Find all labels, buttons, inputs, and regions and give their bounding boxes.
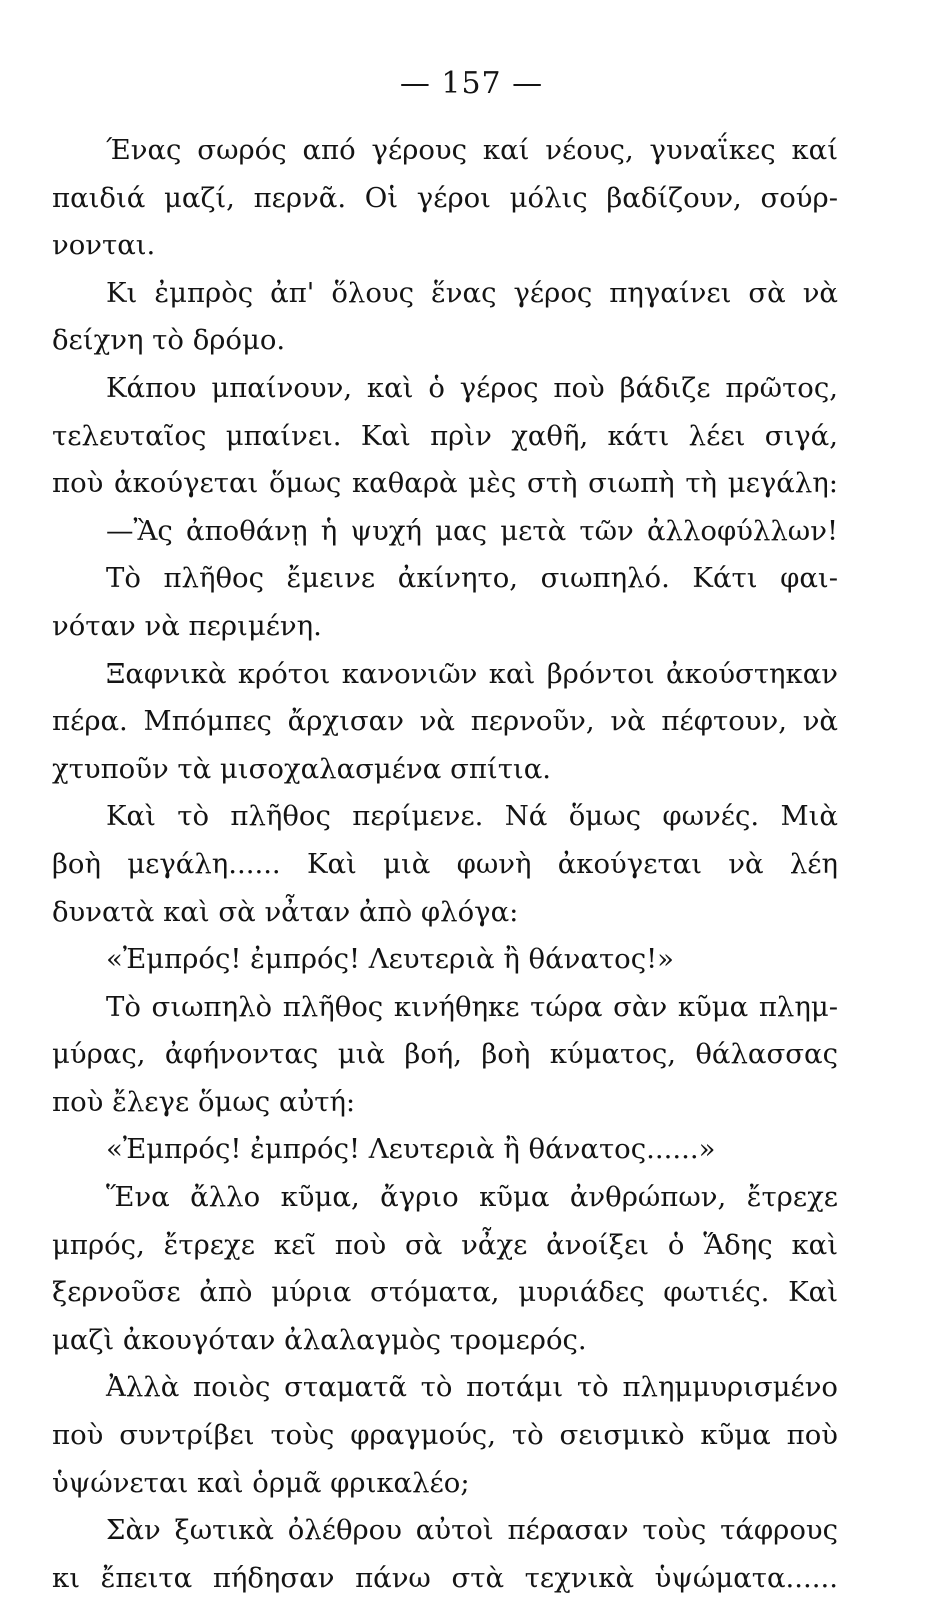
page-number: — 157 — (399, 66, 544, 101)
text-line: μαζὶ ἀκουγόταν ἀλαλαγμὸς τρομερός. (52, 1323, 587, 1356)
text-line: κι ἔπειτα πήδησαν πάνω στὰ τεχνικὰ ὑψώματα...... (52, 1561, 838, 1594)
text-line: μπρός, ἔτρεχε κεῖ ποὺ σὰ νἆχε ἀνοίξει ὁ Ἅδης καὶ (52, 1228, 838, 1261)
text-line: Ένας σωρός από γέρους καί νέους, γυναΐκες καί (106, 134, 838, 166)
text-line: μύρας, ἀφήνοντας μιὰ βοή, βοὴ κύματος, θάλασσας (52, 1038, 838, 1071)
text-line: ξερνοῦσε ἀπὸ μύρια στόματα, μυριάδες φωτιές. Καὶ (52, 1276, 838, 1309)
text-line: παιδιά μαζί, περνᾶ. Οἱ γέροι μόλις βαδίζουν, σούρ- (52, 181, 838, 214)
text-line: ποὺ ἔλεγε ὅμως αὐτή: (52, 1085, 356, 1118)
text-line: δείχνη τὸ δρόμο. (52, 324, 286, 357)
text-line: Τὸ σιωπηλὸ πλῆθος κινήθηκε τώρα σὰν κῦμα πλημ- (106, 990, 838, 1023)
text-line: χτυποῦν τὰ μισοχαλασμένα σπίτια. (52, 752, 552, 785)
text-line: ὑψώνεται καὶ ὁρμᾶ φρικαλέο; (52, 1466, 470, 1499)
text-line: Κάπου μπαίνουν, καὶ ὁ γέρος ποὺ βάδιζε πρῶτος, (106, 371, 838, 404)
text-line: ποὺ συντρίβει τοὺς φραγμούς, τὸ σεισμικὸ κῦμα ποὺ (52, 1419, 838, 1452)
text-line: νόταν νὰ περιμένη. (52, 609, 322, 642)
text-line: Ξαφνικὰ κρότοι κανονιῶν καὶ βρόντοι ἀκούστηκαν (106, 657, 838, 690)
text-line: τελευταῖος μπαίνει. Καὶ πρὶν χαθῆ, κάτι λέει σιγά, (52, 419, 838, 452)
text-line: νονται. (52, 229, 156, 262)
text-line: Σὰν ξωτικὰ ὀλέθρου αὐτοὶ πέρασαν τοὺς τάφρους (106, 1514, 838, 1547)
body-text (52, 127, 838, 1602)
text-line: πέρα. Μπόμπες ἄρχισαν νὰ περνοῦν, νὰ πέφτουν, νὰ (52, 705, 838, 738)
text-line: δυνατὰ καὶ σὰ νἆταν ἀπὸ φλόγα: (52, 895, 519, 928)
text-line: Τὸ πλῆθος ἔμεινε ἀκίνητο, σιωπηλό. Κάτι φαι- (106, 562, 838, 595)
text-line: «Ἐμπρός! ἐμπρός! Λευτεριὰ ἢ θάνατος......» (106, 1133, 716, 1166)
text-line: βοὴ μεγάλη...... Καὶ μιὰ φωνὴ ἀκούγεται νὰ λέη (52, 847, 838, 880)
text-line: «Ἐμπρός! ἐμπρός! Λευτεριὰ ἢ θάνατος!» (106, 943, 674, 976)
text-line: Καὶ τὸ πλῆθος περίμενε. Νά ὅμως φωνές. Μιὰ (106, 800, 838, 833)
text-line: —Ἂς ἀποθάνῃ ἡ ψυχή μας μετὰ τῶν ἀλλοφύλλων! (106, 514, 838, 547)
text-line: Κι ἐμπρὸς ἀπ' ὅλους ἕνας γέρος πηγαίνει σὰ νὰ (106, 276, 838, 309)
text-line: Ἕνα ἄλλο κῦμα, ἄγριο κῦμα ἀνθρώπων, ἔτρεχε (106, 1181, 838, 1214)
text-line: Ἀλλὰ ποιὸς σταματᾶ τὸ ποτάμι τὸ πλημμυρισμένο (106, 1371, 838, 1404)
text-line: ποὺ ἀκούγεται ὅμως καθαρὰ μὲς στὴ σιωπὴ τὴ μεγάλη: (52, 467, 838, 500)
